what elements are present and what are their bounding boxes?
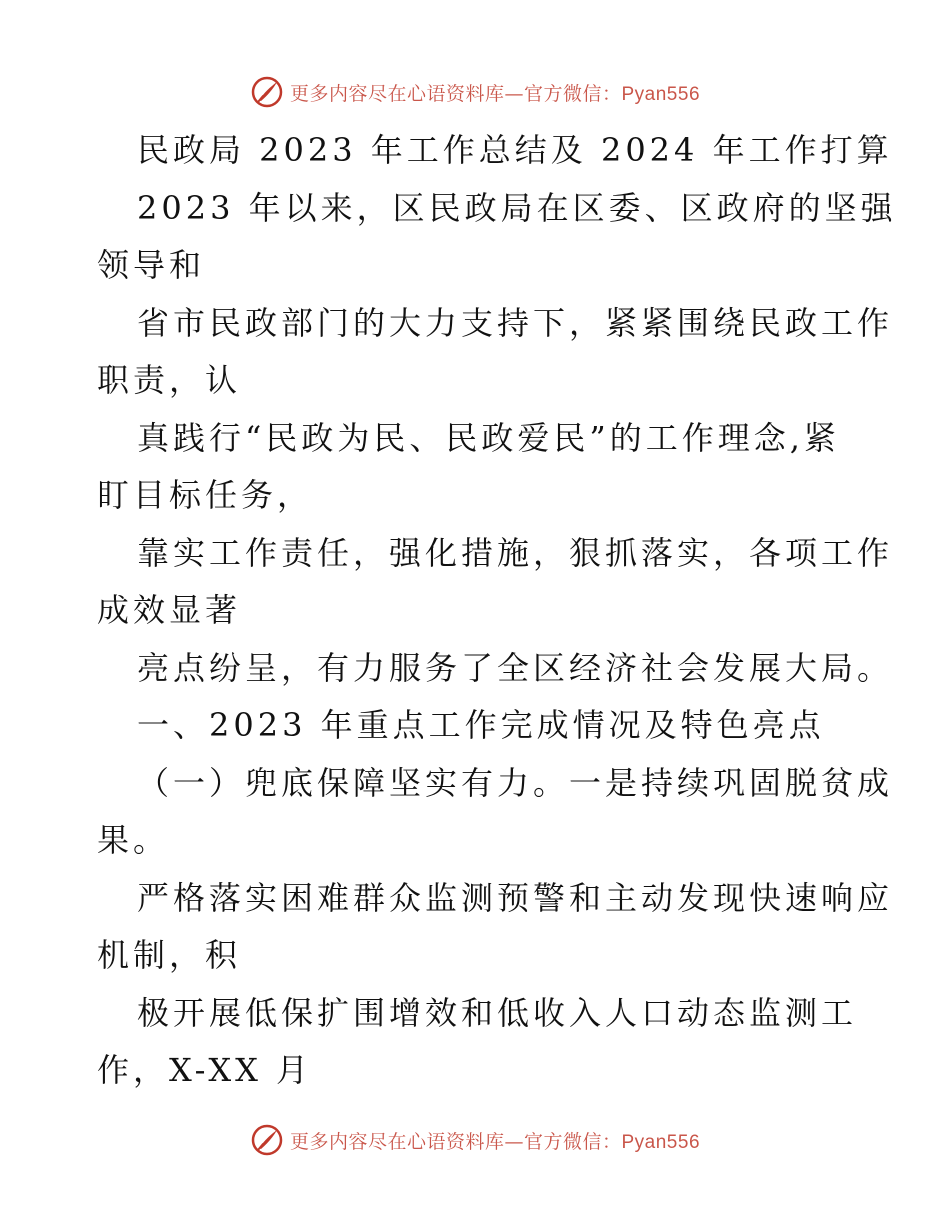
text-line: 省市民政部门的大力支持下，紧紧围绕民政工作 (137, 303, 894, 342)
text-line: 2023 年以来，区民政局在区委、区政府的坚强 (137, 188, 897, 227)
feather-pen-logo-icon (250, 75, 284, 109)
text-line: 成效显著 (97, 591, 242, 629)
text-line: 严格落实困难群众监测预警和主动发现快速响应 (137, 878, 894, 917)
watermark-text: 更多内容尽在心语资料库—官方微信：Pyan556 (289, 1130, 701, 1153)
feather-pen-logo-icon (250, 1123, 284, 1157)
footer-watermark (0, 1120, 950, 1160)
text-line: 职责，认 (97, 361, 242, 399)
text-line: （一）兜底保障坚实有力。一是持续巩固脱贫成 (137, 763, 894, 802)
text-line: 盯目标任务， (97, 476, 314, 514)
header-watermark (0, 72, 950, 112)
text-line: 一、2023 年重点工作完成情况及特色亮点 (137, 706, 825, 744)
watermark-contact: Pyan556 (621, 1131, 701, 1153)
text-line: 果。 (97, 821, 170, 859)
text-line: 领导和 (97, 246, 206, 284)
watermark-text: 更多内容尽在心语资料库—官方微信：Pyan556 (289, 82, 701, 105)
text-line: 极开展低保扩围增效和低收入人口动态监测工 (137, 993, 858, 1032)
text-line: 靠实工作责任，强化措施，狠抓落实，各项工作 (137, 533, 894, 572)
document-body (97, 122, 897, 1100)
text-line: 作，X-XX 月 (97, 1051, 313, 1089)
watermark-contact: Pyan556 (621, 83, 701, 105)
text-line: 真践行“民政为民、民政爱民”的工作理念,紧 (137, 418, 840, 457)
text-line: 机制，积 (97, 936, 242, 974)
document-title: 民政局 2023 年工作总结及 2024 年工作打算 (137, 131, 893, 169)
text-line: 亮点纷呈，有力服务了全区经济社会发展大局。 (137, 648, 894, 687)
